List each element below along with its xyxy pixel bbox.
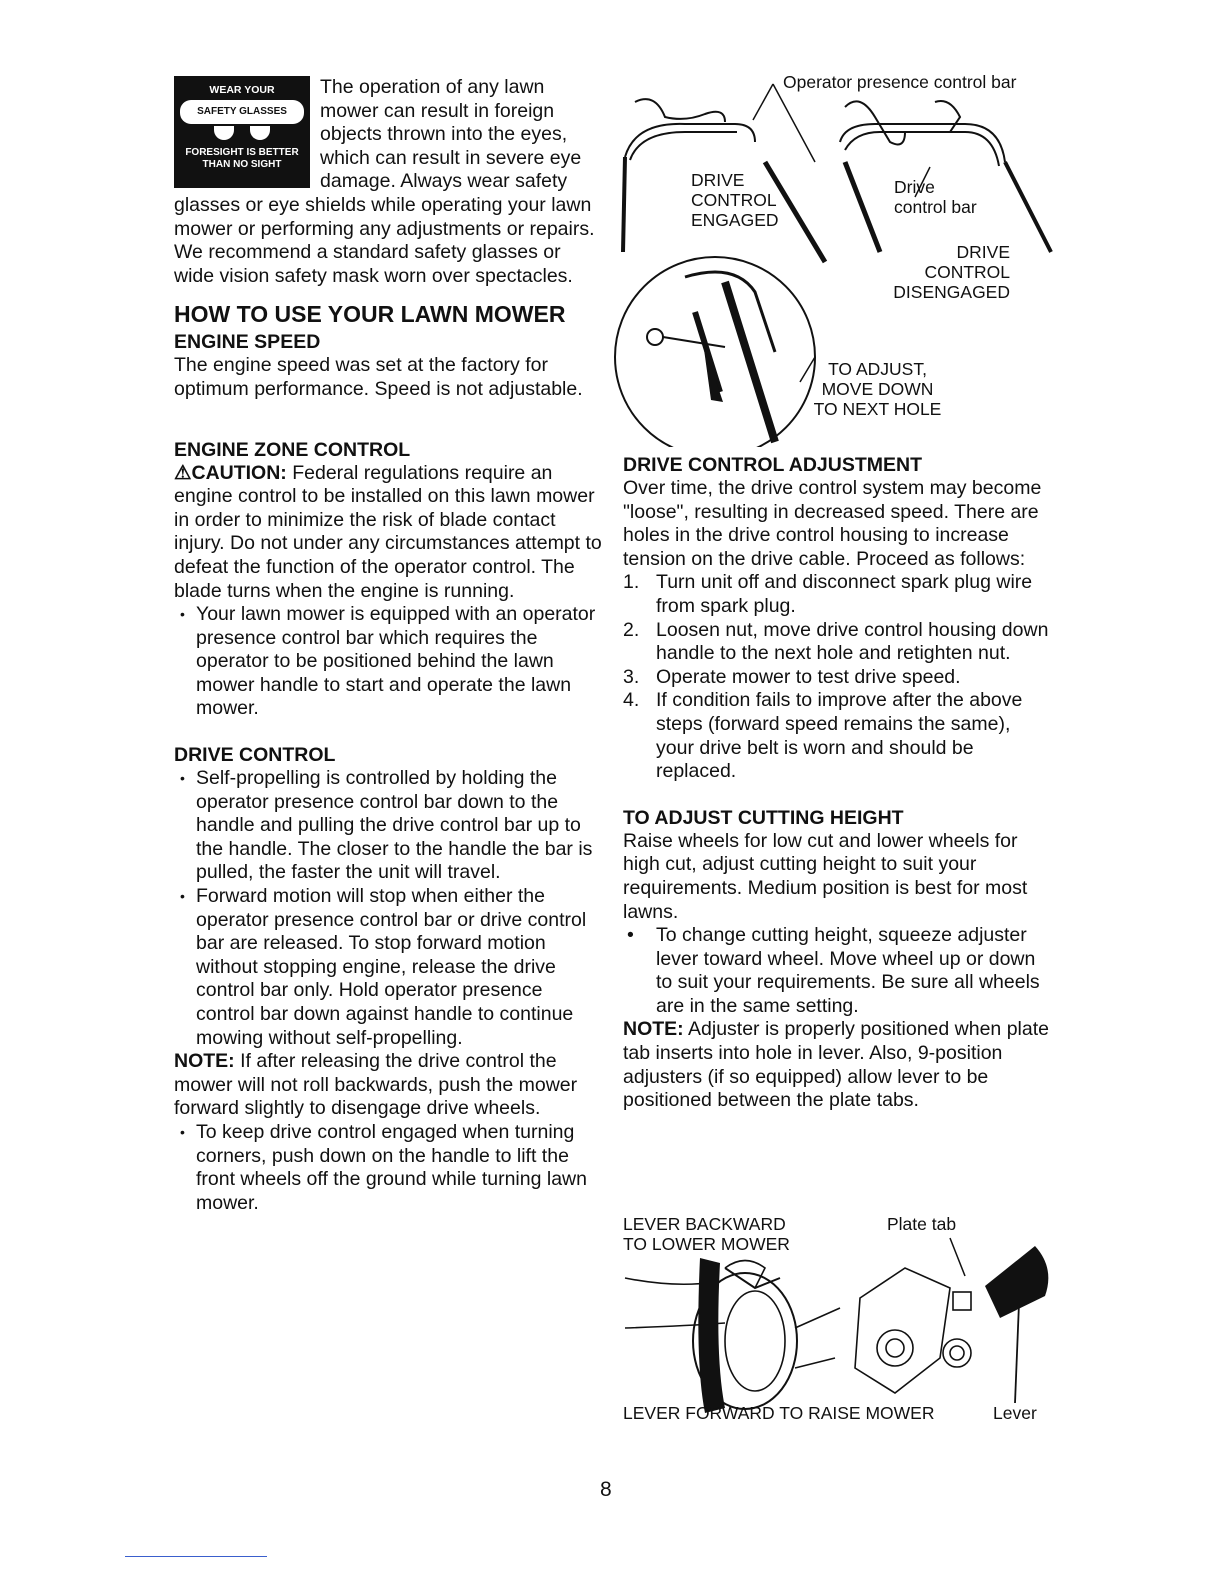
engine-zone-bullet: • Your lawn mower is equipped with an operator presence control bar which requires the operator to be positioned behind the lawn mower handle to start and operate the lawn mower. [174,603,602,721]
footer-rule [125,1556,267,1557]
cutting-height-bullet-text: To change cutting height, squeeze adjuster lever toward wheel. Move wheel up or down to suit your requirements. Be sure all wheels are in the same setting. [656,924,1040,1017]
cutting-height-text: Raise wheels for low cut and lower wheels for high cut, adjust cutting height to suit your requirements. Medium position is best for most lawns. [623,829,1028,923]
fig1-adjust-line2: MOVE DOWN [821,379,934,399]
fig1-engaged-line3: ENGAGED [691,210,779,230]
fig1-drivebar-line1: Drive [894,177,935,197]
cutting-height-figure [605,1208,1060,1428]
step-item [623,619,1053,666]
caution-text: Federal regulations require an engine control to be installed on this lawn mower in order to minimize the risk of blade contact injury. Do not under any circumstances attempt to defeat the function of the operator control. The blade turns when the engine is running. [174,461,602,602]
fig2-lever-backward-label [623,1214,790,1254]
badge-line3: FORESIGHT IS BETTER [185,147,299,158]
fig2-plate-tab-label: Plate tab [887,1214,957,1234]
fig1-opc-bar-label: Operator presence control bar [783,72,1017,92]
down-arrow-icon [703,342,723,402]
safety-glasses-badge [174,76,310,188]
step-item [623,689,1053,783]
fig1-disengaged-line3: DISENGAGED [893,282,1010,302]
drive-control-figure [605,62,1060,447]
drive-control-bullet-3: • To keep drive control engaged when turning corners, push down on the handle to lift the front wheels off the ground while turning lawn mower. [174,1121,602,1215]
fig1-disengaged-line2: CONTROL [924,262,1010,282]
step-text: Operate mower to test drive speed. [656,665,961,688]
fig1-drive-bar-label [894,177,977,217]
fig1-drivebar-line2: control bar [894,197,977,217]
engine-zone-caution [174,462,602,604]
drive-adjustment-text: Over time, the drive control system may become "loose", resulting in decreased speed. There are holes in the drive control housing to increase tension on the drive cable. Proceed as follows: [623,477,1042,570]
page-number: 8 [600,1478,612,1501]
badge-line4: THAN NO SIGHT [202,159,282,170]
drive-control-heading: DRIVE CONTROL [174,744,336,767]
fig1-disengaged-line1: DRIVE [956,242,1010,262]
fig2-lever-label: Lever [993,1403,1037,1423]
step-item [623,571,1053,618]
step-item [623,666,1053,690]
intro-text: The operation of any lawn mower can result in foreign objects thrown into the eyes, which can result in severe eye damage. Always wear safety glasses or eye shields while operating your lawn mower or performing any adjustments or repairs. We recommend a standard safety glasses or wide vision safety mask worn over spectacles. [174,76,595,287]
engine-speed-text: The engine speed was set at the factory for optimum performance. Speed is not adjustable. [174,354,583,400]
step-text: If condition fails to improve after the above steps (forward speed remains the same), your drive belt is worn and should be replaced. [656,689,1023,783]
note-label: NOTE: [174,1050,235,1073]
fig2-backward-line1: LEVER BACKWARD [623,1214,786,1234]
bullet-icon: • [627,924,634,947]
drive-control-bullet-2: • Forward motion will stop when either the operator presence control bar or drive control bar are released. To stop forward motion without stopping engine, release the drive control bar only. Hold operator presence control bar down against handle to continue mowing without self-propelling. [174,885,602,1050]
lever-grip-icon [985,1246,1048,1318]
engine-zone-heading: ENGINE ZONE CONTROL [174,438,411,461]
step-number: 2. [623,618,640,641]
fig1-drive-disengaged-label [877,242,1010,302]
drive-control-note [174,1050,602,1121]
step-text: Loosen nut, move drive control housing down handle to the next hole and retighten nut. [656,618,1049,665]
step-number: 1. [623,571,640,594]
step-number: 3. [623,665,640,688]
note-text: Adjuster is properly positioned when plate tab inserts into hole in lever. Also, 9-position adjusters (if so equipped) allow lever to be positioned between the plate tabs. [623,1018,1049,1112]
cutting-height-bullet [623,924,1053,1018]
badge-line2: SAFETY GLASSES [180,100,304,124]
drive-control-bullet-1: • Self-propelling is controlled by holding the operator presence control bar down to the handle and pulling the drive control bar up to the handle. The closer to the handle the bar is pulled, the faster the unit will travel. [174,767,602,885]
right-column [623,453,1053,1113]
step-number: 4. [623,689,640,712]
badge-slogan [174,147,310,171]
caution-icon: ⚠ [174,461,192,484]
fig2-backward-line2: TO LOWER MOWER [623,1234,790,1254]
glasses-lens-right-icon [250,126,270,140]
fig1-adjust-label [800,359,955,419]
note-label: NOTE: [623,1018,684,1041]
fig2-lever-forward-label: LEVER FORWARD TO RAISE MOWER [623,1403,935,1423]
glasses-lens-left-icon [214,126,234,140]
engine-speed-heading: ENGINE SPEED [174,331,321,354]
fig1-engaged-line2: CONTROL [691,190,777,210]
left-column [174,76,602,1215]
note-text: If after releasing the drive control the mower will not roll backwards, push the mower forward slightly to disengage drive wheels. [174,1050,578,1120]
drive-adjustment-heading: DRIVE CONTROL ADJUSTMENT [623,454,923,476]
cutting-height-note [623,1018,1053,1112]
cutting-height-heading: TO ADJUST CUTTING HEIGHT [623,806,904,829]
caution-label: CAUTION: [191,461,287,484]
fig1-adjust-line1: TO ADJUST, [828,359,927,379]
badge-line1: WEAR YOUR [209,84,275,96]
fig1-engaged-line1: DRIVE [691,170,745,190]
step-text: Turn unit off and disconnect spark plug wire from spark plug. [656,571,1033,617]
fig1-adjust-line3: TO NEXT HOLE [813,399,942,419]
fig1-drive-engaged-label [691,170,779,230]
plate-tab-icon [953,1292,971,1310]
how-to-heading: HOW TO USE YOUR LAWN MOWER [174,301,566,328]
